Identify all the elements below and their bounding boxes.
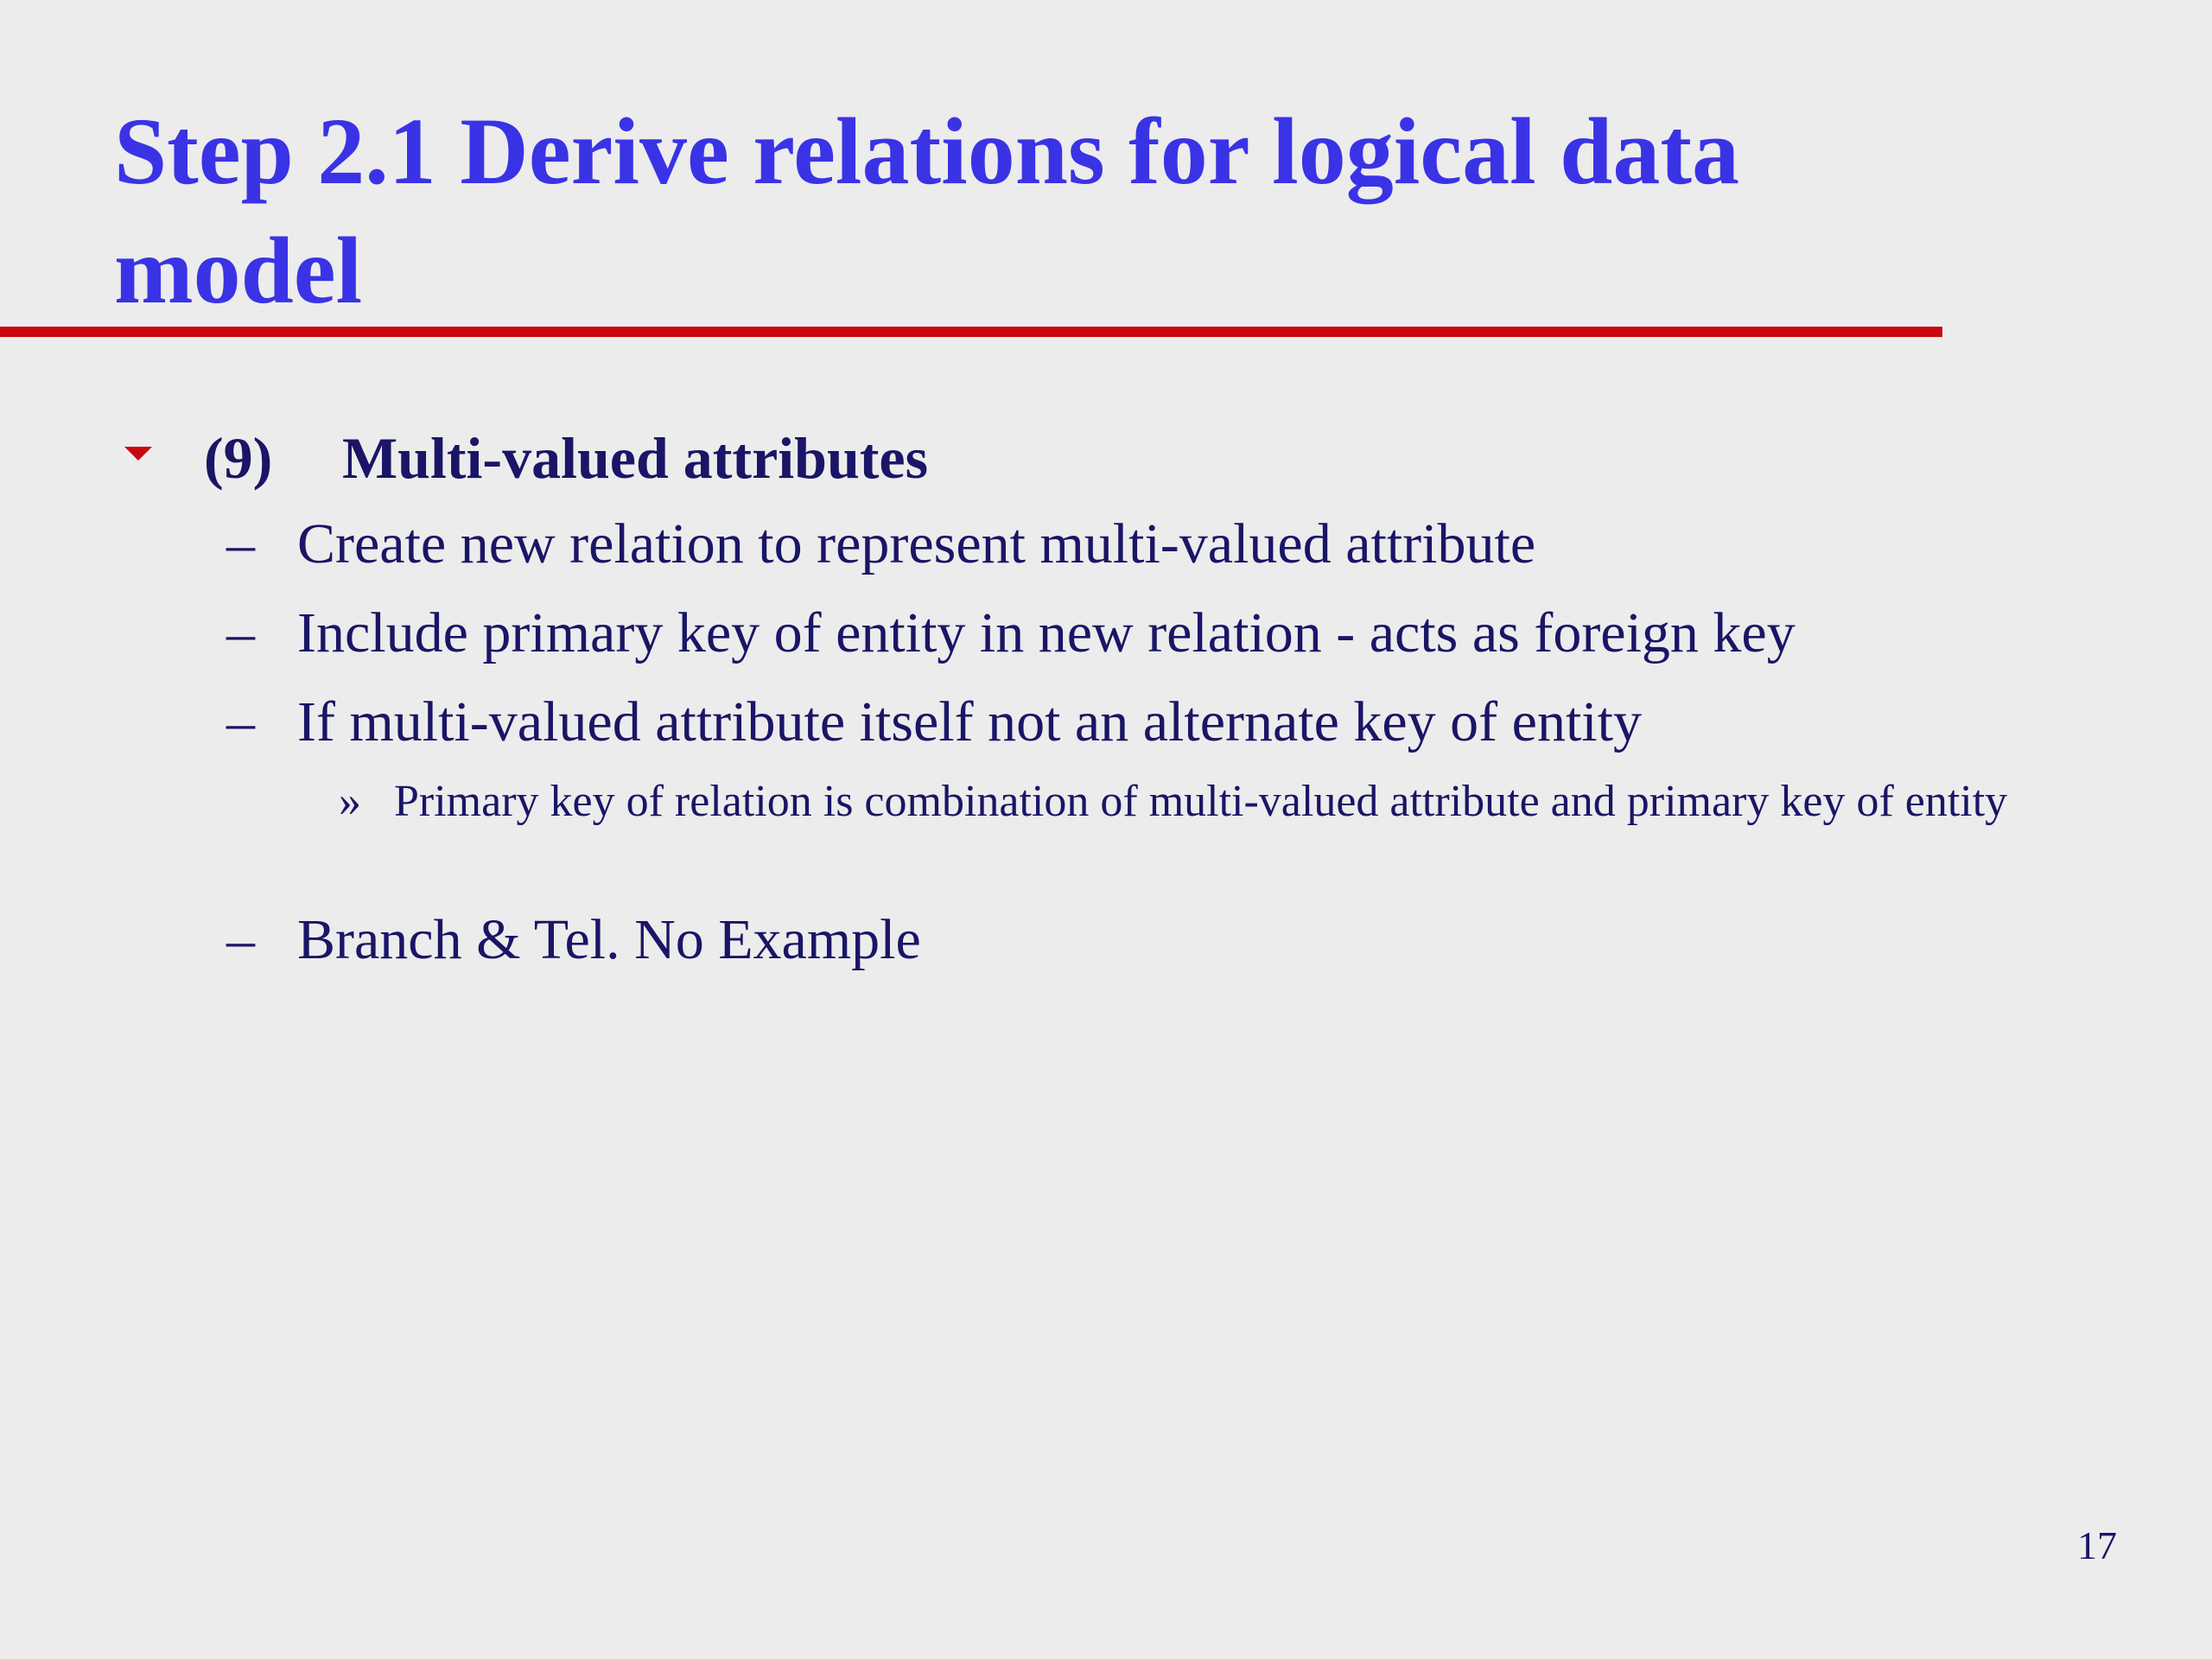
list-item-text: If multi-valued attribute itself not an alternate key of entity [297, 690, 1642, 753]
list-item [226, 594, 1796, 673]
sub-list-item-text: Primary key of relation is combination of multi-valued attribute and primary key of entity [394, 777, 2008, 826]
dash-bullet: – [226, 690, 255, 753]
title-divider [0, 327, 1942, 337]
list-item [226, 505, 1535, 584]
list-item [226, 683, 1642, 762]
list-item [226, 900, 921, 980]
section-title: Multi-valued attributes [342, 424, 929, 491]
list-item-text: Create new relation to represent multi-valued attribute [297, 512, 1536, 575]
slide-title: Step 2.1 Derive relations for logical data model [114, 99, 1739, 323]
list-item-text: Include primary key of entity in new relation - acts as foreign key [297, 601, 1796, 664]
chevron-bullet: » [339, 777, 361, 826]
section-heading [124, 419, 928, 497]
triangle-down-icon [124, 447, 152, 461]
section-number: (9) [204, 424, 273, 491]
dash-bullet: – [226, 908, 255, 971]
dash-bullet: – [226, 512, 255, 575]
page-number: 17 [2077, 1523, 2117, 1567]
dash-bullet: – [226, 601, 255, 664]
list-item-text: Branch & Tel. No Example [297, 908, 921, 971]
sub-list-item [339, 772, 2067, 831]
